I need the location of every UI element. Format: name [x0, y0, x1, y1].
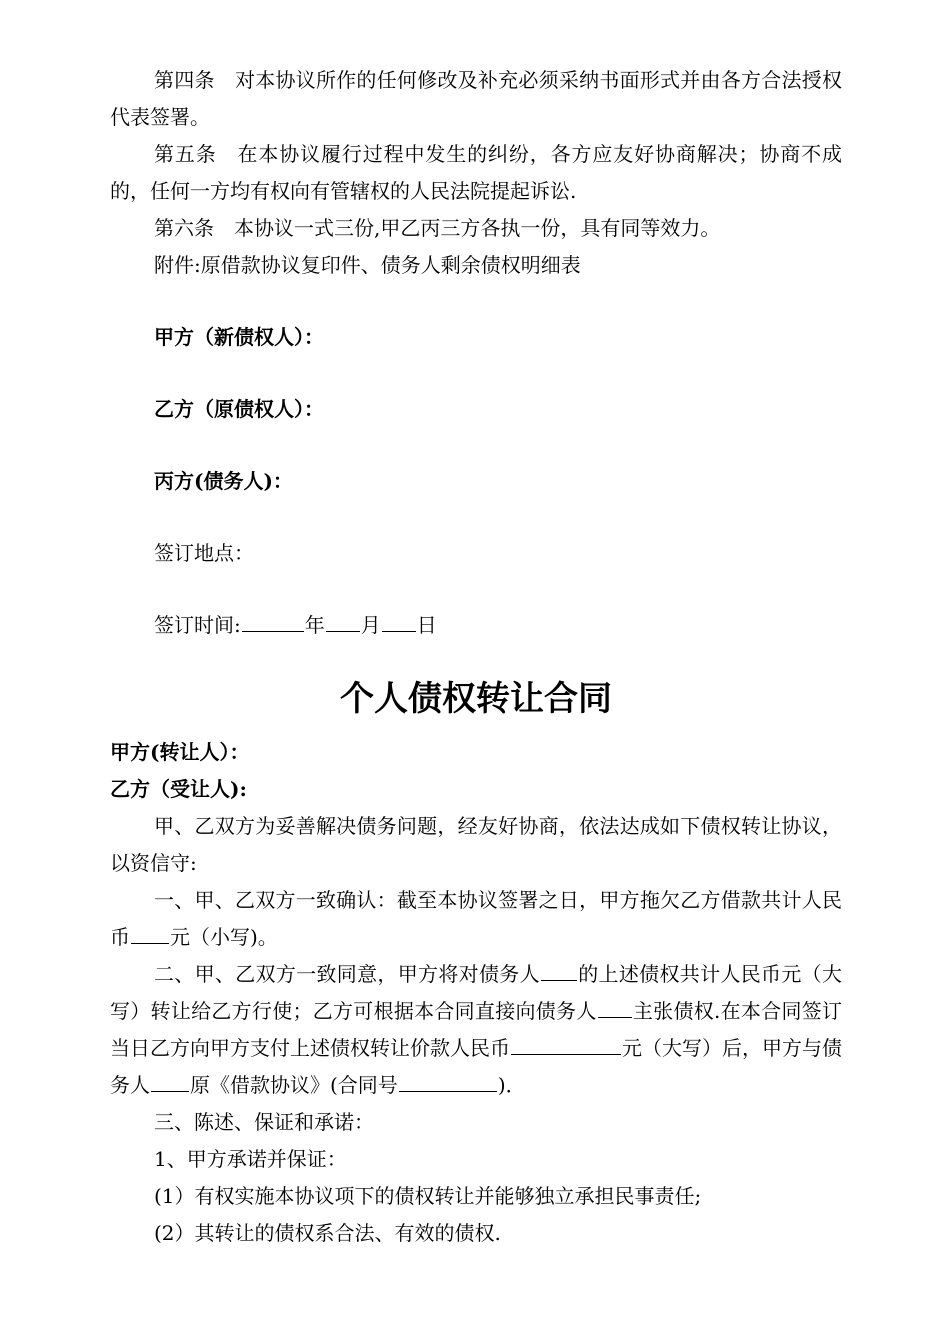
- amount-blank: [131, 921, 169, 944]
- clause-1-text-b: 元（小写)。: [170, 925, 278, 949]
- signing-time: [110, 607, 842, 644]
- debtor-blank-3: [151, 1069, 189, 1092]
- signing-time-label: 签订时间:: [154, 613, 241, 637]
- day-blank: [382, 609, 416, 632]
- clause-3-1-1: (1）有权实施本协议项下的债权转让并能够独立承担民事责任;: [154, 1184, 702, 1208]
- clause-1: [110, 882, 842, 956]
- contract-party-b: 乙方（受让人):: [110, 777, 247, 801]
- price-blank: [511, 1032, 621, 1055]
- signature-party-c: 丙方(债务人)：: [154, 469, 293, 493]
- signing-place: 签订地点：: [154, 541, 254, 565]
- article-6: 第六条 本协议一式三份,甲乙丙三方各执一份，具有同等效力。: [154, 216, 721, 240]
- contract-intro: 甲、乙双方为妥善解决债务问题，经友好协商，依法达成如下债权转让协议，以资信守:: [110, 814, 842, 875]
- month-blank: [326, 609, 360, 632]
- contract-number-blank: [399, 1069, 497, 1092]
- clause-2-text-c: 主张债权.在本合同签订当日乙方向甲方支付上述债权转让价款人民币: [110, 999, 843, 1060]
- clause-2-text-f: )．: [497, 1073, 526, 1097]
- clause-2-text-b: 的上述债权共计人民币元（大写）转让给乙方行使；乙方可根据本合同直接向债务人: [110, 962, 842, 1023]
- clause-2: [110, 956, 842, 1104]
- clause-3-1: 1、甲方承诺并保证：: [154, 1147, 347, 1171]
- year-label: 年: [304, 613, 325, 637]
- clause-3-1-2: (2）其转让的债权系合法、有效的债权.: [154, 1221, 501, 1245]
- contract-party-a: 甲方(转让人）：: [110, 740, 250, 764]
- clause-3: 三、陈述、保证和承诺：: [154, 1110, 374, 1134]
- clause-2-text-e: 原《借款协议》(合同号: [190, 1073, 398, 1097]
- day-label: 日: [416, 613, 437, 637]
- debtor-blank-2: [598, 995, 632, 1018]
- signature-party-b: 乙方（原债权人）：: [154, 397, 324, 421]
- article-4: 第四条 对本协议所作的任何修改及补充必须采纳书面形式并由各方合法授权代表签署。: [110, 68, 842, 129]
- article-5: 第五条 在本协议履行过程中发生的纠纷，各方应友好协商解决；协商不成的，任何一方均有权向有管辖权的人民法院提起诉讼.: [110, 142, 842, 203]
- clause-2-text-a: 二、甲、乙双方一致同意，甲方将对债务人: [154, 962, 540, 986]
- attachment-line: 附件:原借款协议复印件、债务人剩余债权明细表: [154, 253, 581, 277]
- year-blank: [242, 609, 304, 632]
- debtor-blank-1: [541, 958, 577, 981]
- contract-title: 个人债权转让合同: [340, 679, 612, 719]
- month-label: 月: [360, 613, 381, 637]
- clause-2-text-d: 元（大写）后，甲方与债务人: [110, 1036, 842, 1097]
- clause-1-text-a: 一、甲、乙双方一致确认：截至本协议签署之日，甲方拖欠乙方借款共计人民币: [110, 888, 842, 949]
- signature-party-a: 甲方（新债权人）：: [154, 325, 324, 349]
